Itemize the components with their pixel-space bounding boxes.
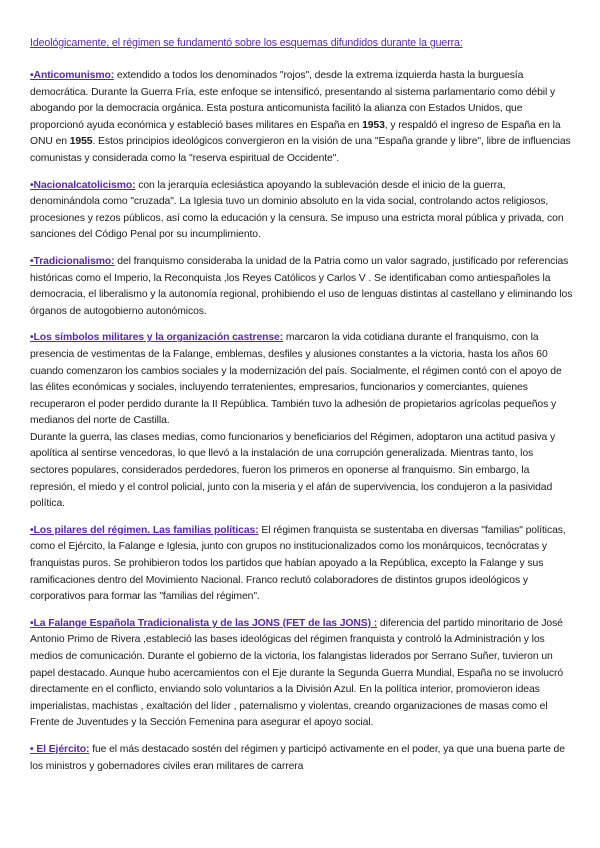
section-paragraph <box>30 330 574 430</box>
section-text: del franquismo consideraba la unidad de la Patria como un valor sagrado, justificado por referencias históricas como el Imperio, la Reconquista ,los Reyes Católicos y Carlos V . Se identificaban como antiespañoles la democracia, el liberalismo y la autonomía regional, prohibiendo el uso de lenguas distintas al castellano y eliminando los órganos de autogobierno autonómicos. <box>30 255 573 317</box>
section-text: marcaron la vida cotidiana durante el franquismo, con la presencia de vestimentas de la Falange, emblemas, desfiles y alusiones constantes a la victoria, hasta los años 60 cuando comenzaron los cambios sociales y la modernización del país. Socialmente, el régimen contó con el apoyo de las élites económicas y sociales, incluyendo terratenientes, empresarios, funcionarios y comerciantes, quienes recuperaron el poder perdido durante la II República. También tuvo la adhesión de propietarios agrícolas pequeños y medianos del norte de Castilla. <box>30 332 562 427</box>
section-paragraph <box>30 178 574 244</box>
section-ejercito <box>30 742 574 775</box>
section-paragraph <box>30 254 574 320</box>
section-text: fue el más destacado sostén del régimen y participó activamente en el poder, ya que una buena parte de los ministros y gobernadores civiles eran militares de carrera <box>30 743 565 772</box>
year-highlight: 1955 <box>69 136 93 148</box>
section-term: •Tradicionalismo: <box>30 255 115 267</box>
section-paragraph <box>30 68 574 168</box>
section-text: extendido a todos los denominados "rojos", desde la extrema izquierda hasta la burguesía democrática. Durante la Guerra Fría, este enfoque se intensificó, presentando al sistema parlamentario como débil y abogando por la democracia orgánica. Esta postura anticomunista facilitó la alianza con Estados Unidos, que proporcionó ayuda económica y estableció bases militares en España en <box>30 70 556 131</box>
section-paragraph <box>30 616 574 732</box>
section-term: •Los símbolos militares y la organización castrense: <box>30 332 284 344</box>
section-term: •La Falange Española Tradicionalista y de las JONS (FET de las JONS) : <box>30 617 378 629</box>
page-heading: Ideológicamente, el régimen se fundamentó sobre los esquemas difundidos durante la guerra: <box>30 37 463 49</box>
year-highlight: 1953 <box>362 119 385 131</box>
section-term: •Los pilares del régimen. Las familias políticas: <box>30 524 259 536</box>
section-paragraph: Durante la guerra, las clases medias, como funcionarios y beneficiarios del Régimen, adoptaron una actitud pasiva y apolítica al sentirse vencedoras, lo que llevó a la instalación de una corrupción generalizada. Mientras tanto, los sectores populares, considerados perdedores, fueron los primeros en oponerse al franquismo. Sin embargo, la represión, el miedo y el control policial, junto con la miseria y el afán de supervivencia, los condujeron a la pasividad política. <box>30 431 556 510</box>
section-tradicionalismo <box>30 254 574 320</box>
section-term: •Nacionalcatolicismo: <box>30 179 136 191</box>
section-paragraph <box>30 523 574 606</box>
section-falange <box>30 616 574 732</box>
section-nacionalcatolicismo <box>30 178 574 244</box>
section-term: • El Ejército: <box>30 743 90 755</box>
section-text: diferencia del partido minoritario de José Antonio Primo de Rivera ,estableció las bases ideológicas del régimen franquista y controló la Administración y los medios de comunicación. Durante el gobierno de la victoria, los falangistas liderados por Serrano Suñer, tuvieron un papel destacado. Aunque hubo acercamientos con el Eje durante la Segunda Guerra Mundial, España no se involucró directamente en el conflicto, enviando solo voluntarios a la División Azul. En la política interior, promovieron ideas imperialistas, machistas , exaltación del líder , paternalismo y violentas, creando organizaciones de masas como el Frente de Juventudes y la Sección Femenina para asegurar el apoyo social. <box>30 617 564 729</box>
section-text: . Estos principios ideológicos convergieron en la visión de una "España grande y libre", libre de influencias comunistas y considerada como la "reserva espiritual de Occidente". <box>30 136 571 164</box>
section-simbolos-militares <box>30 330 574 513</box>
section-text: , y respaldó el ingreso de España en la ONU en <box>30 119 561 148</box>
section-term: •Anticomunismo: <box>30 70 115 81</box>
section-pilares-regimen <box>30 523 574 606</box>
section-anticomunismo <box>30 68 574 168</box>
section-paragraph <box>30 742 574 775</box>
section-text: El régimen franquista se sustentaba en diversas "familias" políticas, como el Ejército, la Falange e Iglesia, junto con grupos no institucionalizados como los monárquicos, tecnócratas y franquistas puros. Se prohibieron todos los partidos que habían apoyado a la República, excepto la Falange y sus ramificaciones dentro del Movimiento Nacional. Franco reclutó colaboradores de distintos grupos ideológicos y corporativos para formar las "familias del régimen". <box>30 524 566 603</box>
section-text: con la jerarquía eclesiástica apoyando la sublevación desde el inicio de la guerra, denominándola como "cruzada". La Iglesia tuvo un dominio absoluto en la vida social, controlando actos religiosos, procesiones y rezos públicos, así como la educación y la censura. Se impuso una estricta moral pública y privada, con sanciones del Código Penal por su incumplimiento. <box>30 179 564 241</box>
